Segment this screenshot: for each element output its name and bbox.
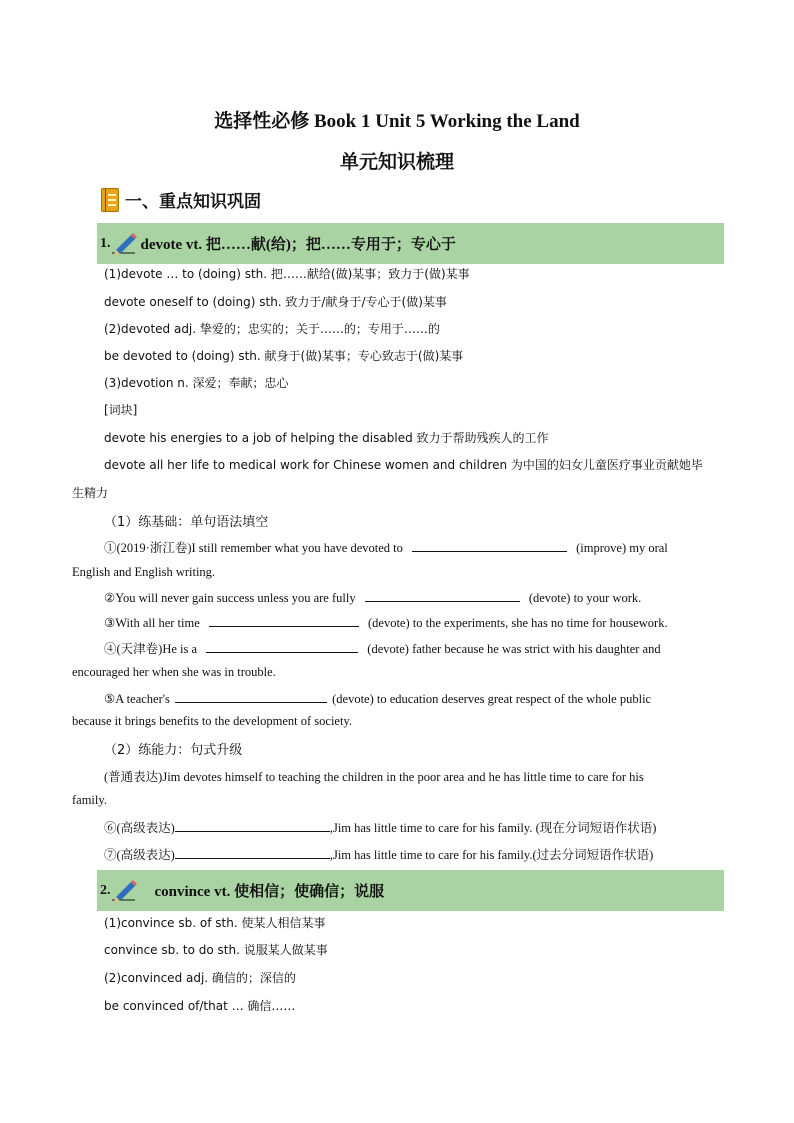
practice-2-title: （2）练能力：句式升级: [104, 743, 243, 758]
answer-blank[interactable]: [209, 614, 359, 627]
question-2: [104, 589, 641, 606]
question-7: [104, 845, 653, 863]
plain-expression: (普通表达)Jim devotes himself to teaching the children in the poor area and he has little time to care for his: [104, 770, 644, 784]
page-subtitle: 单元知识梳理: [339, 152, 454, 173]
plain-expression-cont: family.: [72, 793, 107, 807]
question-text: ③With all her time: [104, 616, 200, 630]
note-line: devote all her life to medical work for Chinese women and children 为中国的妇女儿童医疗事业贡献她毕: [104, 458, 703, 472]
question-text: ,Jim has little time to care for his family.(过去分词短语作状语): [329, 848, 654, 862]
note-line: (3)devotion n. 深爱；奉献；忠心: [104, 376, 289, 390]
answer-blank[interactable]: [175, 846, 330, 859]
item-number: 2.: [100, 882, 111, 898]
notebook-icon: [101, 188, 119, 212]
note-line: (1)devote … to (doing) sth. 把……献给(做)某事；致力于(做)某事: [104, 267, 470, 281]
item-2-header: [97, 870, 724, 911]
note-line: 生精力: [72, 486, 109, 500]
note-line: devote his energies to a job of helping the disabled 致力于帮助残疾人的工作: [104, 431, 549, 445]
question-3: [104, 614, 668, 631]
question-text: ⑦(高级表达): [104, 848, 175, 862]
note-line: (1)convince sb. of sth. 使某人相信某事: [104, 916, 326, 930]
answer-blank[interactable]: [206, 640, 358, 653]
note-line: (2)devoted adj. 挚爱的；忠实的；关于……的；专用于……的: [104, 322, 440, 336]
note-line: be convinced of/that … 确信……: [104, 999, 296, 1013]
question-6: [104, 818, 656, 836]
question-text: ②You will never gain success unless you are fully: [104, 591, 356, 605]
answer-blank[interactable]: [175, 819, 330, 832]
section-heading: [101, 187, 261, 212]
answer-blank[interactable]: [365, 589, 520, 602]
question-text: encouraged her when she was in trouble.: [72, 665, 276, 679]
pencil-icon: [111, 880, 137, 902]
practice-1-title: （1）练基础：单句语法填空: [104, 515, 269, 530]
question-text: (devote) to education deserves great respect of the whole public: [332, 692, 652, 706]
answer-blank[interactable]: [175, 690, 327, 703]
question-text: (devote) to your work.: [528, 591, 642, 605]
note-line: devote oneself to (doing) sth. 致力于/献身于/专心于(做)某事: [104, 295, 447, 309]
answer-blank[interactable]: [412, 539, 567, 552]
question-1: [104, 538, 668, 556]
question-text: ①(2019·浙江卷)I still remember what you have devoted to: [104, 541, 403, 555]
note-line: [词块]: [104, 403, 138, 417]
question-text: English and English writing.: [72, 565, 216, 579]
note-line: (2)convinced adj. 确信的；深信的: [104, 971, 296, 985]
question-text: because it brings benefits to the development of society.: [72, 714, 353, 728]
question-text: ④(天津卷)He is a: [104, 642, 198, 656]
item-head: devote vt. 把……献(给)；把……专用于；专心于: [140, 237, 456, 253]
question-text: ,Jim has little time to care for his family. (现在分词短语作状语): [329, 821, 657, 835]
question-text: (devote) to the experiments, she has no time for housework.: [368, 616, 668, 630]
question-4: [104, 639, 661, 657]
question-text: ⑤A teacher's: [104, 692, 170, 706]
page-title: 选择性必修 Book 1 Unit 5 Working the Land: [214, 111, 580, 132]
question-5: [104, 690, 651, 707]
item-1-header: [97, 223, 724, 264]
question-text: (devote) father because he was strict with his daughter and: [367, 642, 661, 656]
question-text: ⑥(高级表达): [104, 821, 175, 835]
item-head: convince vt. 使相信；使确信；说服: [154, 884, 385, 900]
item-number: 1.: [100, 235, 111, 251]
note-line: be devoted to (doing) sth. 献身于(做)某事；专心致志于(做)某事: [104, 349, 464, 363]
section-label: 一、重点知识巩固: [125, 192, 261, 211]
note-line: convince sb. to do sth. 说服某人做某事: [104, 943, 328, 957]
pencil-icon: [111, 233, 137, 255]
question-text: (improve) my oral: [576, 541, 668, 555]
